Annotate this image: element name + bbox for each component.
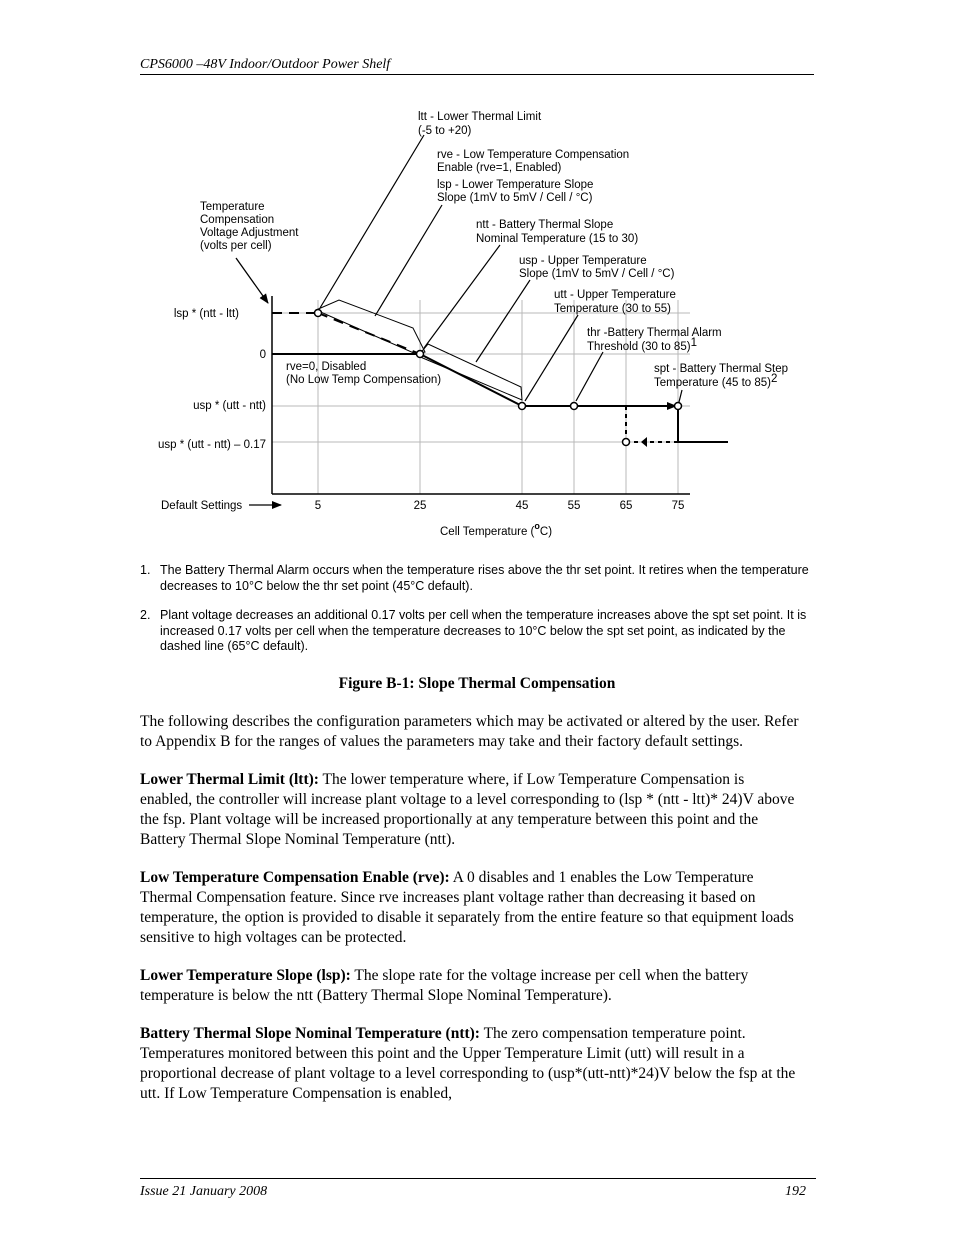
- ntt-leader: [424, 245, 500, 348]
- note-text: The Battery Thermal Alarm occurs when the temperature rises above the thr set point. It retires when the temperature decreases to 10°C below the thr set point (45°C default).: [160, 563, 809, 593]
- x-tick-label: 65: [619, 500, 633, 512]
- rve-disabled-label: rve=0, Disabled: [286, 361, 367, 373]
- y-axis-title-line: Compensation: [200, 214, 275, 226]
- paragraph-text: A 0 disables and 1 enables the Low Temperature Thermal Compensation feature. Since rve increases plant voltage rather than decreasing it based on temperature, the option is provided to disable it separately from the entire feature so that equipment loads sensitive to high voltages can be protected.: [140, 869, 794, 946]
- lsp-key: lsp: [437, 179, 452, 191]
- x-axis-title: [440, 521, 552, 538]
- y-tick-label-usp-step: usp * (utt - ntt) – 0.17: [157, 439, 266, 451]
- thr-label: [587, 327, 722, 339]
- x-axis-title-text: Cell Temperature (: [440, 526, 535, 538]
- spt-range: [654, 373, 777, 389]
- paragraph-text: The following describes the configuration parameters which may be activated or altered by the user. Refer to Appendix B for the ranges of values the parameters may take and their factory default settings.: [140, 713, 799, 750]
- spt-desc: - Battery Thermal Step: [669, 363, 789, 375]
- y-tick-label-lsp: lsp * (ntt - ltt): [173, 308, 239, 320]
- lsp-leader: [375, 205, 442, 316]
- paragraph-text: The slope rate for the voltage increase per cell when the battery temperature is below the ntt (Battery Thermal Slope Nominal Temperature).: [140, 967, 749, 1004]
- utt-label: [554, 289, 676, 301]
- x-tick-label: 25: [413, 500, 427, 512]
- spt-footnote-ref: 2: [770, 373, 778, 385]
- paragraph-term: Battery Thermal Slope Nominal Temperature (ntt):: [140, 1025, 480, 1042]
- utt-range: Temperature (30 to 55): [554, 303, 671, 315]
- ntt-marker: [417, 351, 424, 358]
- body-text: [140, 712, 800, 1122]
- y-tick-label-usp: usp * (utt - ntt): [193, 400, 266, 412]
- figure-note: [140, 608, 820, 655]
- document-title: CPS6000 –48V Indoor/Outdoor Power Shelf: [140, 57, 391, 72]
- usp-range: Slope (1mV to 5mV / Cell / °C): [519, 268, 675, 280]
- note-number: 1.: [140, 563, 151, 577]
- utt-leader: [525, 315, 578, 401]
- return-arrowhead: [641, 437, 647, 447]
- ltt-key: ltt: [418, 111, 427, 123]
- ltt-label: [418, 111, 542, 123]
- ltt-marker: [315, 310, 322, 317]
- lsp-label: [437, 179, 593, 191]
- thr-key: thr: [587, 327, 601, 339]
- reset-marker: [623, 439, 630, 446]
- x-tick-label: 75: [671, 500, 685, 512]
- spt-leader: [679, 390, 682, 402]
- ltt-desc: - Lower Thermal Limit: [426, 111, 542, 123]
- ntt-desc: - Battery Thermal Slope: [488, 219, 614, 231]
- slope-thermal-compensation-figure: [0, 0, 954, 560]
- y-axis-title-line: (volts per cell): [200, 240, 272, 252]
- default-settings-label: Default Settings: [161, 500, 243, 512]
- ntt-key: ntt: [476, 219, 489, 231]
- degree-symbol: o: [534, 521, 540, 531]
- lsp-desc: - Lower Temperature Slope: [451, 179, 594, 191]
- spt-key: spt: [654, 363, 670, 375]
- x-tick-label: 5: [314, 500, 322, 512]
- x-tick-label: 45: [515, 500, 529, 512]
- usp-key: usp: [519, 255, 538, 267]
- paragraph-term: Low Temperature Compensation Enable (rve):: [140, 869, 450, 886]
- thr-range-text: Threshold (30 to 85): [587, 341, 691, 353]
- usp-callout-shape: [418, 344, 522, 400]
- paragraph: [140, 1024, 800, 1104]
- lsp-callout-shape: [316, 300, 425, 354]
- utt-key: utt: [554, 289, 567, 301]
- paragraph: [140, 712, 800, 752]
- spt-marker: [675, 403, 682, 410]
- note-text: Plant voltage decreases an additional 0.17 volts per cell when the temperature increases above the spt set point. It is increased 0.17 volts per cell when the temperature decreases to 10°C below the spt set point, as indicated by the dashed line (65°C default).: [160, 608, 807, 653]
- figure-notes: [140, 563, 820, 669]
- y-axis-title-line: Voltage Adjustment: [200, 227, 299, 239]
- spt-step-line: [678, 406, 728, 442]
- ntt-range: Nominal Temperature (15 to 30): [476, 233, 639, 245]
- page-number: 192: [785, 1184, 806, 1199]
- y-axis-title-line: Temperature: [200, 201, 265, 213]
- paragraph: [140, 868, 800, 948]
- utt-desc: - Upper Temperature: [566, 289, 676, 301]
- figure-caption: Figure B-1: Slope Thermal Compensation: [338, 675, 616, 692]
- x-tick-label: 55: [567, 500, 581, 512]
- rve-label: [437, 149, 629, 161]
- rve-key: rve: [437, 149, 453, 161]
- paragraph: [140, 966, 800, 1006]
- rve-desc: - Low Temperature Compensation: [452, 149, 630, 161]
- note-number: 2.: [140, 608, 151, 622]
- y-tick-label-zero: 0: [259, 349, 266, 361]
- utt-marker: [519, 403, 526, 410]
- ltt-range: (-5 to +20): [418, 125, 472, 137]
- paragraph: [140, 770, 800, 850]
- figure-note: [140, 563, 820, 594]
- spt-label: [654, 363, 788, 375]
- paragraph-text: The zero compensation temperature point. Temperatures monitored between this point and the Upper Temperature Limit (utt) will result in a proportional decrease of plant voltage to a level corresponding to (usp*(utt-ntt)*24)V below the fsp at the utt. If Low Temperature Compensation is enabled,: [140, 1025, 796, 1102]
- thr-desc: -Battery Thermal Alarm: [600, 327, 722, 339]
- usp-desc: - Upper Temperature: [537, 255, 647, 267]
- ntt-label: [476, 219, 613, 231]
- thr-leader: [576, 352, 603, 401]
- y-axis-title-arrow: [236, 258, 268, 303]
- usp-label: [519, 255, 647, 267]
- paragraph-text: The lower temperature where, if Low Temperature Compensation is enabled, the controller will increase plant voltage to a level corresponding to (lsp * (ntt - ltt)* 24)V above the fsp. Plant voltage will be increased proportionally at any temperature between this point and the Battery Thermal Slope Nominal Temperature (ntt).: [140, 771, 795, 848]
- thr-range: [587, 337, 697, 353]
- paragraph-term: Lower Thermal Limit (ltt):: [140, 771, 319, 788]
- issue-date: Issue 21 January 2008: [140, 1184, 268, 1199]
- rve-range: Enable (rve=1, Enabled): [437, 162, 562, 174]
- paragraph-term: Lower Temperature Slope (lsp):: [140, 967, 351, 984]
- lsp-range: Slope (1mV to 5mV / Cell / °C): [437, 192, 593, 204]
- thr-marker: [571, 403, 578, 410]
- rve-disabled-note: (No Low Temp Compensation): [286, 374, 442, 386]
- x-axis-unit: C): [539, 526, 553, 538]
- thr-footnote-ref: 1: [690, 337, 697, 349]
- spt-range-text: Temperature (45 to 85): [654, 377, 771, 389]
- page-footer: [140, 1178, 816, 1200]
- ltt-leader: [320, 135, 424, 308]
